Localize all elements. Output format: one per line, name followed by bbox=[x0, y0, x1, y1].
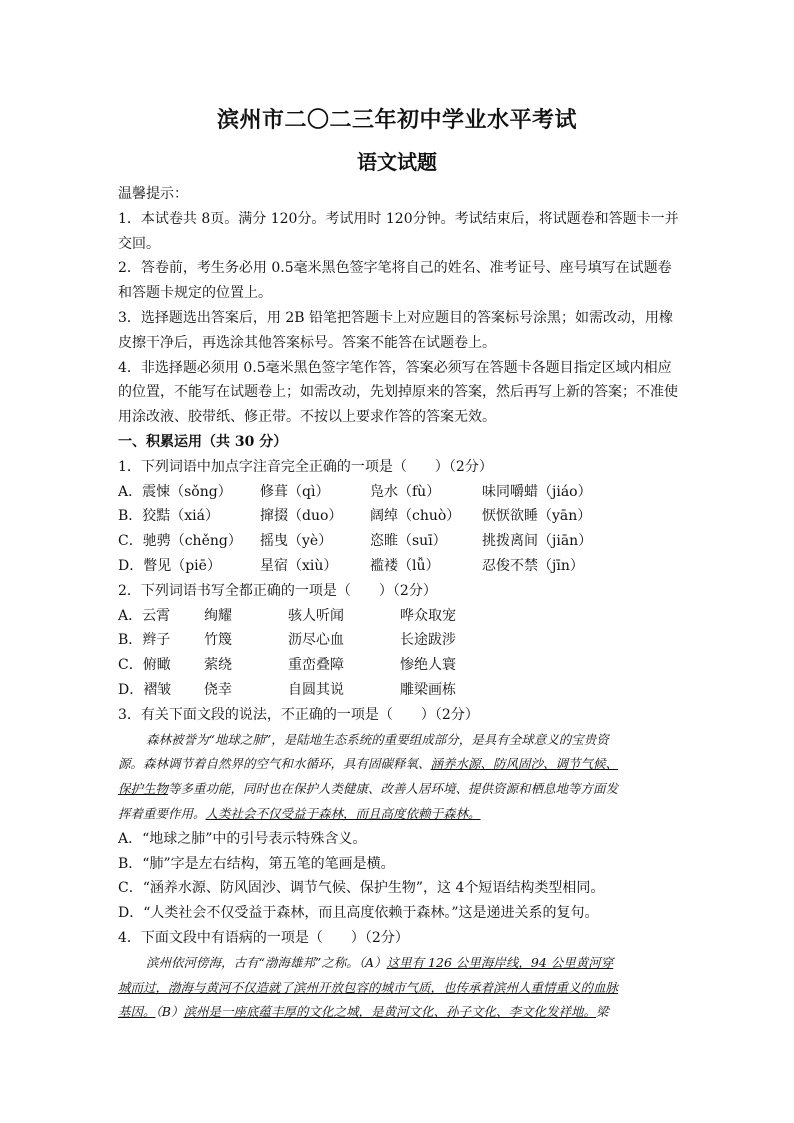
option-word: D．褶皱 bbox=[118, 681, 172, 698]
passage-line bbox=[118, 728, 678, 753]
exam-subtitle: 语文试题 bbox=[357, 150, 437, 174]
passage-underlined-text: 保护生物 bbox=[118, 781, 169, 797]
option-word: 雕梁画栋 bbox=[400, 681, 456, 698]
option-word: B．辫子 bbox=[118, 632, 171, 649]
passage-line bbox=[118, 802, 678, 827]
option-word: 自圆其说 bbox=[288, 681, 344, 698]
option-word: 挑拨离间（jiān） bbox=[482, 533, 593, 550]
passage-underlined-text: 城而过，渤海与黄河不仅造就了滨州开放包容的城市气质，也传承着滨州人重情重义的血脉 bbox=[118, 979, 619, 995]
notice-line: 和答题卡规定的位置上。 bbox=[118, 285, 272, 302]
passage-text: 梁 bbox=[595, 1004, 609, 1020]
question-1-option-a bbox=[118, 480, 678, 505]
option-word: 阔绰（chuò） bbox=[370, 508, 461, 525]
option-word: 忍俊不禁（jīn） bbox=[482, 557, 584, 574]
passage-underlined-text: 滨州是一座底蕴丰厚的文化之城，是黄河文化、孙子文化、李文化发祥地。 bbox=[183, 1004, 596, 1020]
passage-line bbox=[118, 752, 678, 777]
question-2-option-b bbox=[118, 628, 678, 653]
question-1-option-b bbox=[118, 504, 678, 529]
question-3-option-b: B．“肺”字是左右结构，第五笔的笔画是横。 bbox=[118, 855, 395, 872]
exam-title: 滨州市二〇二三年初中学业水平考试 bbox=[216, 107, 577, 133]
passage-text: 滨州依河傍海，古有“渤海雄邦”之称。（A） bbox=[146, 954, 387, 970]
notice-line: 皮擦干净后，再选涂其他答案标号。答案不能答在试题卷上。 bbox=[118, 334, 496, 351]
option-word: C．俯瞰 bbox=[118, 657, 171, 674]
question-1-option-c bbox=[118, 529, 678, 554]
option-word: 重峦叠障 bbox=[288, 657, 344, 674]
option-word: A．云霄 bbox=[118, 607, 171, 624]
passage-line bbox=[118, 951, 678, 976]
passage-text: 源。森林调节着自然界的空气和水循环，具有固碳释氧、 bbox=[118, 756, 431, 772]
option-word: 沥尽心血 bbox=[288, 632, 344, 649]
option-word: 摇曳（yè） bbox=[260, 533, 333, 550]
option-word: 修葺（qì） bbox=[260, 483, 330, 500]
section-heading: 一、积累运用（共 30 分） bbox=[118, 433, 288, 450]
notice-line: 4．非选择题必须用 0.5毫米黑色签字笔作答，答案必须写在答题卡各题目指定区域内相应 bbox=[118, 359, 672, 376]
passage-underlined-text: 人类社会不仅受益于森林，而且高度依赖于森林。 bbox=[205, 805, 481, 821]
option-word: 星宿（xiù） bbox=[260, 557, 338, 574]
passage-text: 挥着重要作用。 bbox=[118, 805, 206, 821]
notice-line: 交回。 bbox=[118, 235, 160, 252]
option-word: 萦绕 bbox=[204, 657, 232, 674]
question-3-option-d: D．“人类社会不仅受益于森林，而且高度依赖于森林。”这是递进关系的复句。 bbox=[118, 905, 599, 922]
question-3-stem: 3．有关下面文段的说法，不正确的一项是（ ）（2分） bbox=[118, 706, 479, 723]
question-2-option-a bbox=[118, 604, 678, 629]
question-3-option-c: C．“涵养水源、防风固沙、调节气候、保护生物”，这 4个短语结构类型相同。 bbox=[118, 880, 605, 897]
question-3-option-a: A．“地球之肺”中的引号表示特殊含义。 bbox=[118, 830, 367, 847]
option-word: D．瞥见（piē） bbox=[118, 557, 221, 574]
notice-line: 1．本试卷共 8页。满分 120分。考试用时 120分钟。考试结束后，将试题卷和答题卡一并 bbox=[118, 210, 679, 227]
passage-underlined-text: 这里有 126 公里海岸线，94 公里黄河穿 bbox=[386, 954, 614, 970]
option-word: C．驰骋（chěng） bbox=[118, 533, 242, 550]
passage-underlined-text: 基因。 bbox=[118, 1004, 156, 1020]
passage-line bbox=[118, 976, 678, 1001]
passage-line bbox=[118, 777, 678, 802]
passage-text: （B） bbox=[155, 1004, 184, 1020]
passage-line bbox=[118, 1000, 678, 1025]
notice-line: 用涂改液、胶带纸、修正带。不按以上要求作答的答案无效。 bbox=[118, 409, 496, 426]
option-word: 褴褛（lǚ） bbox=[370, 557, 440, 574]
question-2-option-c bbox=[118, 653, 678, 678]
document-body bbox=[118, 182, 678, 1025]
notice-line: 2．答卷前，考生务必用 0.5毫米黑色签字笔将自己的姓名、准考证号、座号填写在试题卷 bbox=[118, 260, 672, 277]
option-word: 绚耀 bbox=[204, 607, 232, 624]
question-2-option-d bbox=[118, 678, 678, 703]
notice-heading: 温馨提示： bbox=[118, 186, 188, 202]
option-word: 骇人听闻 bbox=[288, 607, 344, 624]
passage-text: 森林被誉为“地球之肺”，是陆地生态系统的重要组成部分，是具有全球意义的宝贵资 bbox=[146, 731, 609, 747]
option-word: A．震悚（sǒng） bbox=[118, 483, 232, 500]
question-4-stem: 4．下面文段中有语病的一项是（ ）（2分） bbox=[118, 929, 409, 946]
option-word: B．狡黠（xiá） bbox=[118, 508, 220, 525]
option-word: 恹恹欲睡（yān） bbox=[482, 508, 592, 525]
option-word: 恣睢（suī） bbox=[370, 533, 447, 550]
option-word: 竹篾 bbox=[204, 632, 232, 649]
question-1-option-d bbox=[118, 554, 678, 579]
notice-line: 3．选择题选出答案后，用 2B 铅笔把答题卡上对应题目的答案标号涂黑；如需改动，用橡 bbox=[118, 309, 674, 326]
question-2-stem: 2．下列词语书写全都正确的一项是（ ）（2分） bbox=[118, 582, 437, 599]
option-word: 味同嚼蜡（jiáo） bbox=[482, 483, 592, 500]
option-word: 撺掇（duo） bbox=[260, 508, 343, 525]
notice-line: 的位置，不能写在试题卷上；如需改动，先划掉原来的答案，然后再写上新的答案；不准使 bbox=[118, 384, 678, 401]
option-word: 侥幸 bbox=[204, 681, 232, 698]
option-word: 哗众取宠 bbox=[400, 607, 456, 624]
passage-text: 等多重功能，同时也在保护人类健康、改善人居环境、提供资源和栖息地等方面发 bbox=[168, 781, 619, 797]
passage-underlined-text: 涵养水源、防风固沙、调节气候、 bbox=[430, 756, 619, 772]
option-word: 惨绝人寰 bbox=[400, 657, 456, 674]
option-word: 长途跋涉 bbox=[400, 632, 456, 649]
option-word: 凫水（fù） bbox=[370, 483, 441, 500]
question-1-stem: 1．下列词语中加点字注音完全正确的一项是（ ）（2分） bbox=[118, 458, 493, 475]
